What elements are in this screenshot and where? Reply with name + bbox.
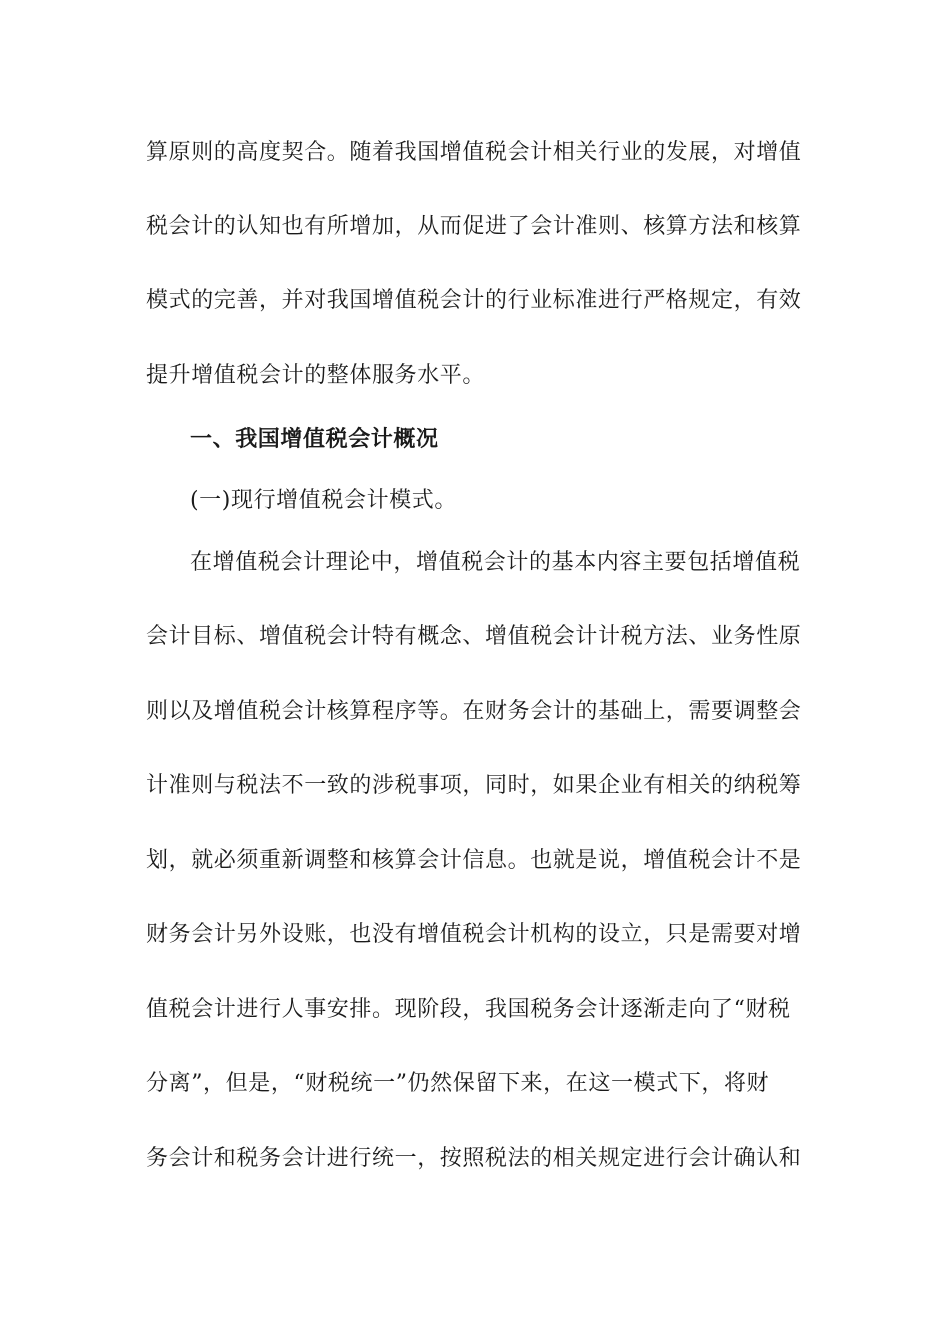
text-line: 税会计的认知也有所增加，从而促进了会计准则、核算方法和核算 [146, 214, 802, 239]
text-line: 算原则的高度契合。随着我国增值税会计相关行业的发展，对增值 [146, 140, 802, 165]
section-heading: 一、我国增值税会计概况 [190, 426, 439, 452]
text-line: 模式的完善，并对我国增值税会计的行业标准进行严格规定，有效 [146, 288, 802, 313]
paragraph-line: 分离”，但是，“财税统一”仍然保留下来，在这一模式下，将财 [146, 1071, 770, 1096]
subsection-heading: (一)现行增值税会计模式。 [190, 488, 457, 513]
paragraph-line: 值税会计进行人事安排。现阶段，我国税务会计逐渐走向了“财税 [146, 997, 791, 1022]
paragraph-line: 计准则与税法不一致的涉税事项，同时，如果企业有相关的纳税筹 [146, 773, 802, 798]
paragraph-line: 在增值税会计理论中，增值税会计的基本内容主要包括增值税 [190, 550, 801, 575]
paragraph-line: 划，就必须重新调整和核算会计信息。也就是说，增值税会计不是 [146, 848, 802, 873]
text-line: 提升增值税会计的整体服务水平。 [146, 363, 486, 388]
paragraph-line: 务会计和税务会计进行统一，按照税法的相关规定进行会计确认和 [146, 1146, 802, 1171]
paragraph-line: 则以及增值税会计核算程序等。在财务会计的基础上，需要调整会 [146, 699, 802, 724]
paragraph-line: 财务会计另外设账，也没有增值税会计机构的设立，只是需要对增 [146, 922, 802, 947]
paragraph-line: 会计目标、增值税会计特有概念、增值税会计计税方法、业务性原 [146, 624, 802, 649]
